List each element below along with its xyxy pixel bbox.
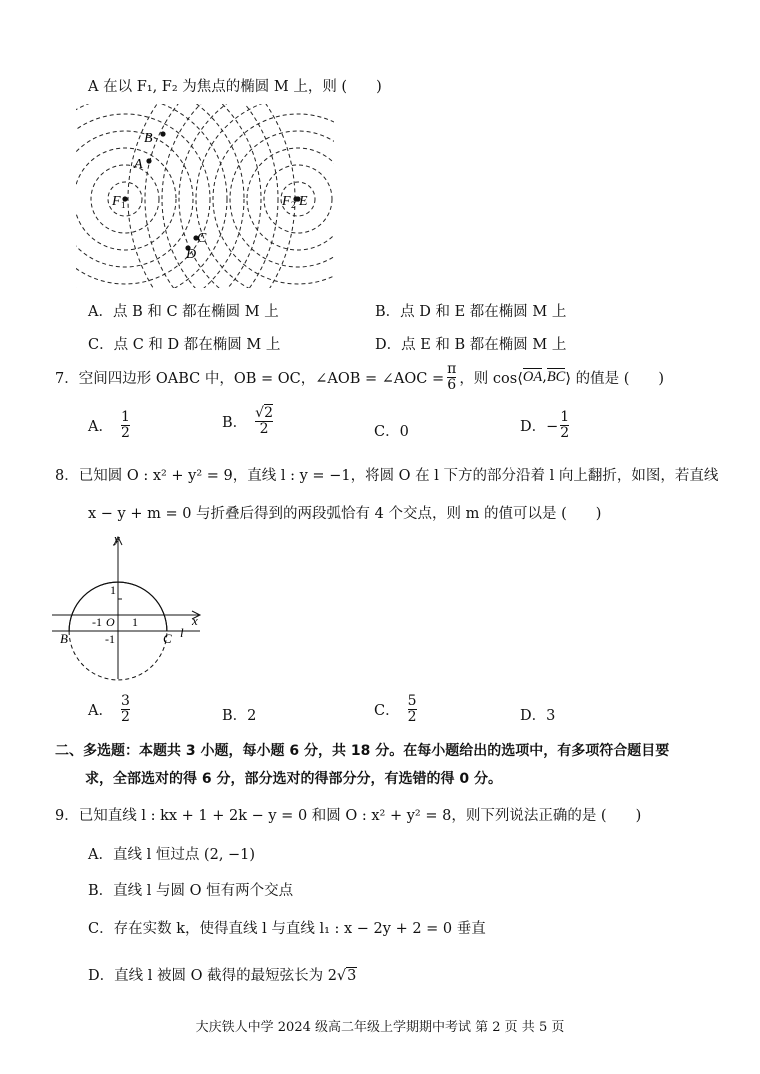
q7-option-b: [222, 406, 273, 436]
q6-stem-tail: A 在以 F₁, F₂ 为焦点的椭圆 M 上，则 ( ): [88, 79, 382, 95]
point-b-dot: [160, 131, 165, 136]
q7-stem-b: ，则 cos⟨: [459, 370, 523, 387]
q7-stem-a: 7．空间四边形 OABC 中，OB = OC，∠AOB = ∠AOC =: [55, 370, 445, 387]
q8-option-d: D．3: [520, 708, 556, 724]
q8-option-a: [88, 694, 130, 724]
q8-option-b: B．2: [222, 708, 257, 724]
q7-option-d-num: 1: [560, 409, 570, 425]
q7-vector-oa: OA: [522, 369, 543, 386]
q7-pi-over-6: [447, 362, 456, 392]
label-y-neg-one: -1: [105, 632, 115, 646]
q8-option-a-label: A．: [88, 702, 113, 719]
dashed-circle: [76, 104, 244, 288]
q9-option-b: B．直线 l 与圆 O 恒有两个交点: [88, 883, 294, 899]
q7-option-a-label: A．: [88, 418, 113, 435]
label-b: B: [60, 631, 68, 646]
q7-vector-bc: BC: [546, 369, 566, 386]
label-c: C: [197, 231, 207, 246]
q7-option-b-frac: [255, 406, 273, 436]
q9-option-d-radicand: 3: [347, 968, 357, 984]
q6-option-d: D．点 E 和 B 都在椭圆 M 上: [375, 337, 567, 353]
q7-vector-sep: ,: [542, 369, 547, 386]
label-l: l: [180, 625, 184, 640]
q7-option-d-den: 2: [560, 424, 570, 441]
label-x: x: [192, 613, 198, 628]
label-d: D: [186, 247, 197, 262]
label-f1: F: [112, 194, 121, 209]
label-c: C: [163, 631, 172, 646]
q8-folded-circle-figure: [50, 533, 210, 683]
q7-frac-den: 6: [447, 376, 457, 393]
q9-option-d-text: D．直线 l 被圆 O 截得的最短弦长为 2: [88, 968, 337, 984]
q9-option-d-sqrt: √3: [336, 968, 357, 984]
label-e: E: [299, 194, 308, 209]
q7-option-b-den: 2: [259, 420, 269, 437]
label-x-one: 1: [132, 615, 138, 629]
q7-option-c: C．0: [374, 424, 409, 440]
dashed-circle: [213, 114, 334, 284]
q8-option-c-frac: [408, 694, 417, 724]
q6-option-a: A．点 B 和 C 都在椭圆 M 上: [88, 304, 279, 320]
section2-heading-line2: 求，全部选对的得 6 分，部分选对的得部分分，有选错的得 0 分。: [85, 771, 502, 787]
q8-stem-line1: 8．已知圆 O : x² + y² = 9，直线 l : y = −1，将圆 O 在 l 下方的部分沿着 l 向上翻折，如图，若直线: [55, 468, 719, 484]
q6-option-c: C．点 C 和 D 都在椭圆 M 上: [88, 337, 281, 353]
q7-option-a-den: 2: [120, 424, 130, 441]
q7-option-d-frac: [560, 410, 569, 440]
q7-option-b-radicand: 2: [264, 405, 273, 421]
q7-option-a: [88, 410, 130, 440]
q9-stem: 9．已知直线 l : kx + 1 + 2k − y = 0 和圆 O : x² + y² = 8，则下列说法正确的是 ( ): [55, 808, 642, 824]
label-y-one: 1: [110, 583, 116, 597]
q7-stem: [55, 362, 664, 392]
label-a: A: [134, 157, 143, 172]
q8-option-a-num: 3: [120, 693, 130, 709]
q7-option-d: [520, 410, 569, 440]
point-a-dot: [146, 158, 151, 163]
label-y: y: [114, 533, 120, 546]
q9-option-c: C．存在实数 k，使得直线 l 与直线 l₁ : x − 2y + 2 = 0 垂直: [88, 921, 486, 937]
q7-option-b-label: B．: [222, 414, 248, 431]
section2-heading-line1: 二、多选题：本题共 3 小题，每小题 6 分，共 18 分。在每小题给出的选项中，有多项符合题目要: [55, 743, 670, 759]
q8-option-a-den: 2: [120, 708, 130, 725]
label-origin: O: [106, 615, 115, 629]
q7-option-b-num: √2: [255, 405, 273, 421]
q8-stem-line2: x − y + m = 0 与折叠后得到的两段弧恰有 4 个交点，则 m 的值可以是 ( ): [88, 506, 602, 522]
q7-option-d-label: D．−: [520, 418, 559, 435]
q9-option-d: [88, 964, 357, 985]
q8-option-c-num: 5: [407, 693, 417, 709]
label-f2-sub: 2: [291, 200, 296, 210]
q8-option-a-frac: [121, 694, 130, 724]
q9-option-a: A．直线 l 恒过点 (2, −1): [88, 847, 256, 863]
q6-confocal-circles-figure: [76, 104, 334, 288]
q7-frac-num: π: [447, 361, 457, 377]
label-b: B: [144, 131, 153, 146]
q8-option-c-den: 2: [407, 708, 417, 725]
dashed-circle: [76, 104, 261, 288]
q7-option-a-num: 1: [120, 409, 130, 425]
q7-option-a-frac: [121, 410, 130, 440]
label-x-neg-one: -1: [92, 615, 102, 629]
label-f2: F: [282, 194, 291, 209]
q7-stem-c: ⟩ 的值是 ( ): [565, 370, 665, 387]
page-footer: 大庆铁人中学 2024 级高二年级上学期期中考试 第 2 页 共 5 页: [195, 1020, 565, 1035]
label-f1-sub: 1: [121, 200, 126, 210]
dashed-circle: [179, 104, 334, 288]
q6-option-b: B．点 D 和 E 都在椭圆 M 上: [375, 304, 567, 320]
q8-option-c-label: C．: [374, 702, 400, 719]
q8-option-c: [374, 694, 417, 724]
